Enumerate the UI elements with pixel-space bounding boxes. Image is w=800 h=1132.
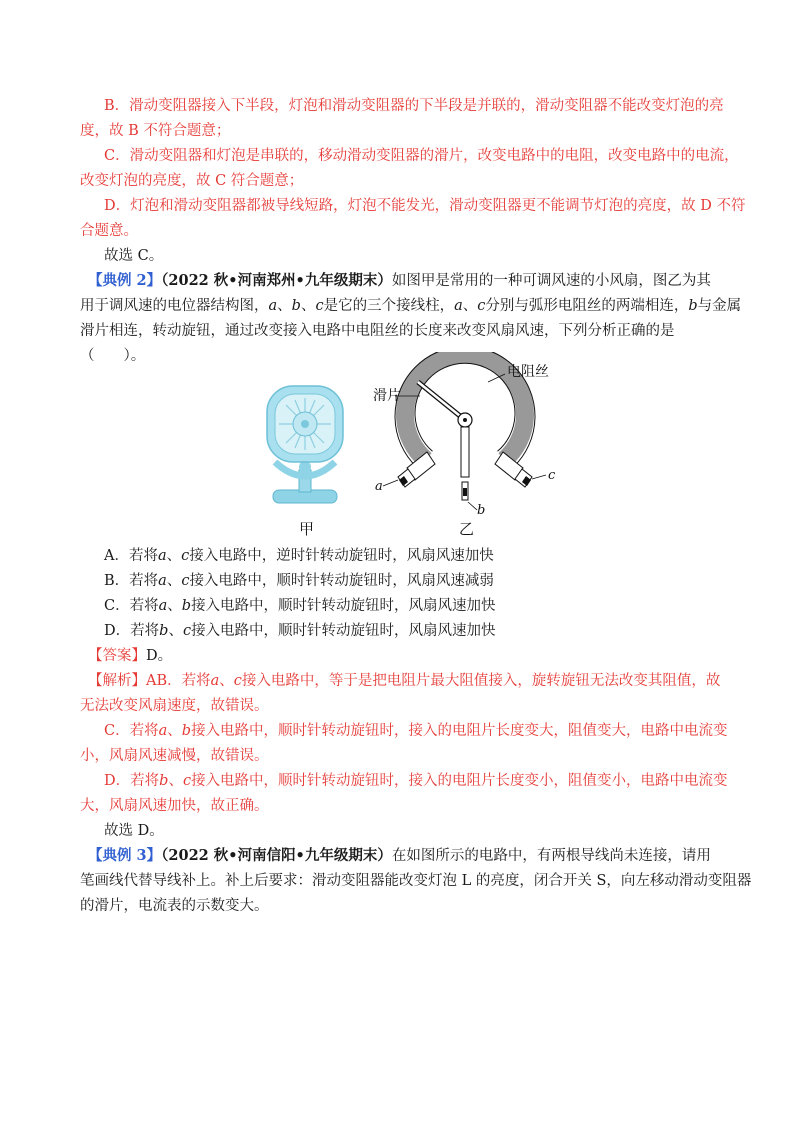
analysis-ab-line1 [88, 671, 720, 691]
option-a-post: 接入电路中，逆时针转动旋钮时，风扇风速加快 [189, 548, 494, 564]
terminal-a-label: a [375, 479, 383, 494]
sep: 、 [168, 773, 183, 789]
potentiometer-figure [255, 352, 575, 542]
sep: 、 [462, 298, 478, 314]
analysis-ab-pre: AB．若将 [146, 673, 211, 689]
example2-question-part1: 如图甲是常用的一种可调风速的小风扇，图乙为其 [391, 273, 711, 289]
analysis-option-d-line1: D．灯泡和滑动变阻器都被导线短路，灯泡不能发光，滑动变阻器更不能调节灯泡的亮度，故 D 不符 [104, 198, 746, 214]
analysis-c-post: 接入电路中，顺时针转动旋钮时，接入的电阻片长度变大，阻值变大，电路中电流变 [191, 723, 728, 739]
terminal-b-label: b [477, 503, 486, 518]
analysis-c-line2: 小，风扇风速减慢，故错误。 [80, 748, 269, 764]
letter-b: b [291, 298, 301, 314]
letter-c: c [181, 573, 190, 589]
analysis-option-b-line2: 度，故 B 不符合题意； [80, 123, 231, 139]
letter-c: c [315, 298, 324, 314]
option-d [104, 621, 496, 641]
analysis-option-c-line2: 改变灯泡的亮度，故 C 符合题意； [80, 173, 304, 189]
sep: 、 [219, 673, 234, 689]
letter-c: c [182, 773, 192, 789]
letter-c: c [182, 623, 192, 639]
example2-question-part2a: 用于调风速的电位器结构图， [80, 298, 269, 314]
example2-answer-blank: （ ）。 [80, 348, 146, 364]
choose-answer-c: 故选 C。 [104, 248, 164, 264]
letter-b: b [159, 623, 169, 639]
option-b-pre: B．若将 [104, 573, 159, 589]
letter-c: c [477, 298, 486, 314]
analysis-d-line1 [104, 771, 728, 791]
fan-image [267, 386, 343, 503]
option-c [104, 596, 496, 616]
letter-c: c [233, 673, 242, 689]
example3-source: （2022 秋•河南信阳•九年级期末） [161, 847, 392, 864]
example2-question-part2c: 分别与弧形电阻丝的两端相连， [485, 298, 689, 314]
example3-question-part3: 的滑片，电流表的示数变大。 [80, 898, 269, 914]
example3-question-part2: 笔画线代替导线补上。补上后要求：滑动变阻器能改变灯泡 L 的亮度，闭合开关 S，向左移动滑动变阻器 [80, 873, 752, 889]
example2-source: （2022 秋•河南郑州•九年级期末） [161, 272, 392, 289]
choose-answer-d: 故选 D。 [104, 823, 164, 839]
analysis-c-line1 [104, 721, 728, 741]
letter-b: b [688, 298, 698, 314]
letter-b: b [181, 723, 192, 739]
sep: 、 [168, 623, 183, 639]
letter-c: c [181, 548, 190, 564]
example2-question-part2b: 是它的三个接线柱， [323, 298, 455, 314]
example2-line1 [88, 271, 711, 291]
sep: 、 [166, 548, 182, 564]
example3-line1 [88, 846, 711, 866]
example3-tag: 【典例 3】 [88, 847, 162, 864]
letter-a: a [158, 723, 168, 739]
letter-b: b [181, 598, 192, 614]
example2-line2 [80, 296, 741, 316]
terminal-c-label: c [548, 468, 556, 483]
letter-a: a [268, 298, 278, 314]
label-slider: 滑片 [373, 388, 401, 404]
option-c-post: 接入电路中，顺时针转动旋钮时，风扇风速加快 [191, 598, 496, 614]
example2-question-part2d: 与金属 [697, 298, 742, 314]
analysis-c-pre: C．若将 [104, 723, 159, 739]
analysis-ab-line2: 无法改变风扇速度，故错误。 [80, 698, 269, 714]
analysis-tag: 【解析】 [88, 673, 146, 689]
sep: 、 [166, 573, 182, 589]
option-c-pre: C．若将 [104, 598, 159, 614]
label-resistance-wire: 电阻丝 [507, 364, 549, 380]
analysis-option-d-line2: 合题意。 [80, 223, 138, 239]
letter-a: a [210, 673, 220, 689]
analysis-ab-post: 接入电路中，等于是把电阻片最大阻值接入，旋转旋钮无法改变其阻值，故 [241, 673, 721, 689]
analysis-option-b-line1: B．滑动变阻器接入下半段，灯泡和滑动变阻器的下半段是并联的，滑动变阻器不能改变灯泡的亮 [104, 98, 724, 114]
analysis-d-post: 接入电路中，顺时针转动旋钮时，接入的电阻片长度变小，阻值变小，电路中电流变 [191, 773, 728, 789]
option-b [104, 571, 494, 591]
sep: 、 [167, 598, 182, 614]
letter-a: a [157, 548, 167, 564]
option-d-pre: D．若将 [104, 623, 160, 639]
sep: 、 [277, 298, 292, 314]
example2-tag: 【典例 2】 [88, 272, 162, 289]
letter-b: b [159, 773, 169, 789]
answer-text: D。 [146, 648, 173, 664]
analysis-option-c-line1: C．滑动变阻器和灯泡是串联的，移动滑动变阻器的滑片，改变电路中的电阻，改变电路中的电流， [104, 148, 739, 164]
answer-line [88, 646, 172, 666]
letter-a: a [454, 298, 463, 314]
letter-a: a [158, 573, 167, 589]
caption-yi: 乙 [459, 520, 475, 538]
example3-question-part1: 在如图所示的电路中，有两根导线尚未连接，请用 [391, 848, 711, 864]
option-a-pre: A．若将 [104, 548, 158, 564]
example2-question-part3: 滑片相连，转动旋钮，通过改变接入电路中电阻丝的长度来改变风扇风速，下列分析正确的是 [80, 323, 675, 339]
letter-a: a [158, 598, 168, 614]
option-d-post: 接入电路中，顺时针转动旋钮时，风扇风速加快 [191, 623, 496, 639]
sep: 、 [300, 298, 316, 314]
analysis-d-line2: 大，风扇风速加快，故正确。 [80, 798, 269, 814]
analysis-d-pre: D．若将 [104, 773, 160, 789]
caption-jia: 甲 [299, 520, 315, 538]
answer-tag: 【答案】 [88, 648, 146, 664]
sep: 、 [167, 723, 182, 739]
option-b-post: 接入电路中，顺时针转动旋钮时，风扇风速减弱 [189, 573, 494, 589]
option-a [104, 546, 494, 566]
